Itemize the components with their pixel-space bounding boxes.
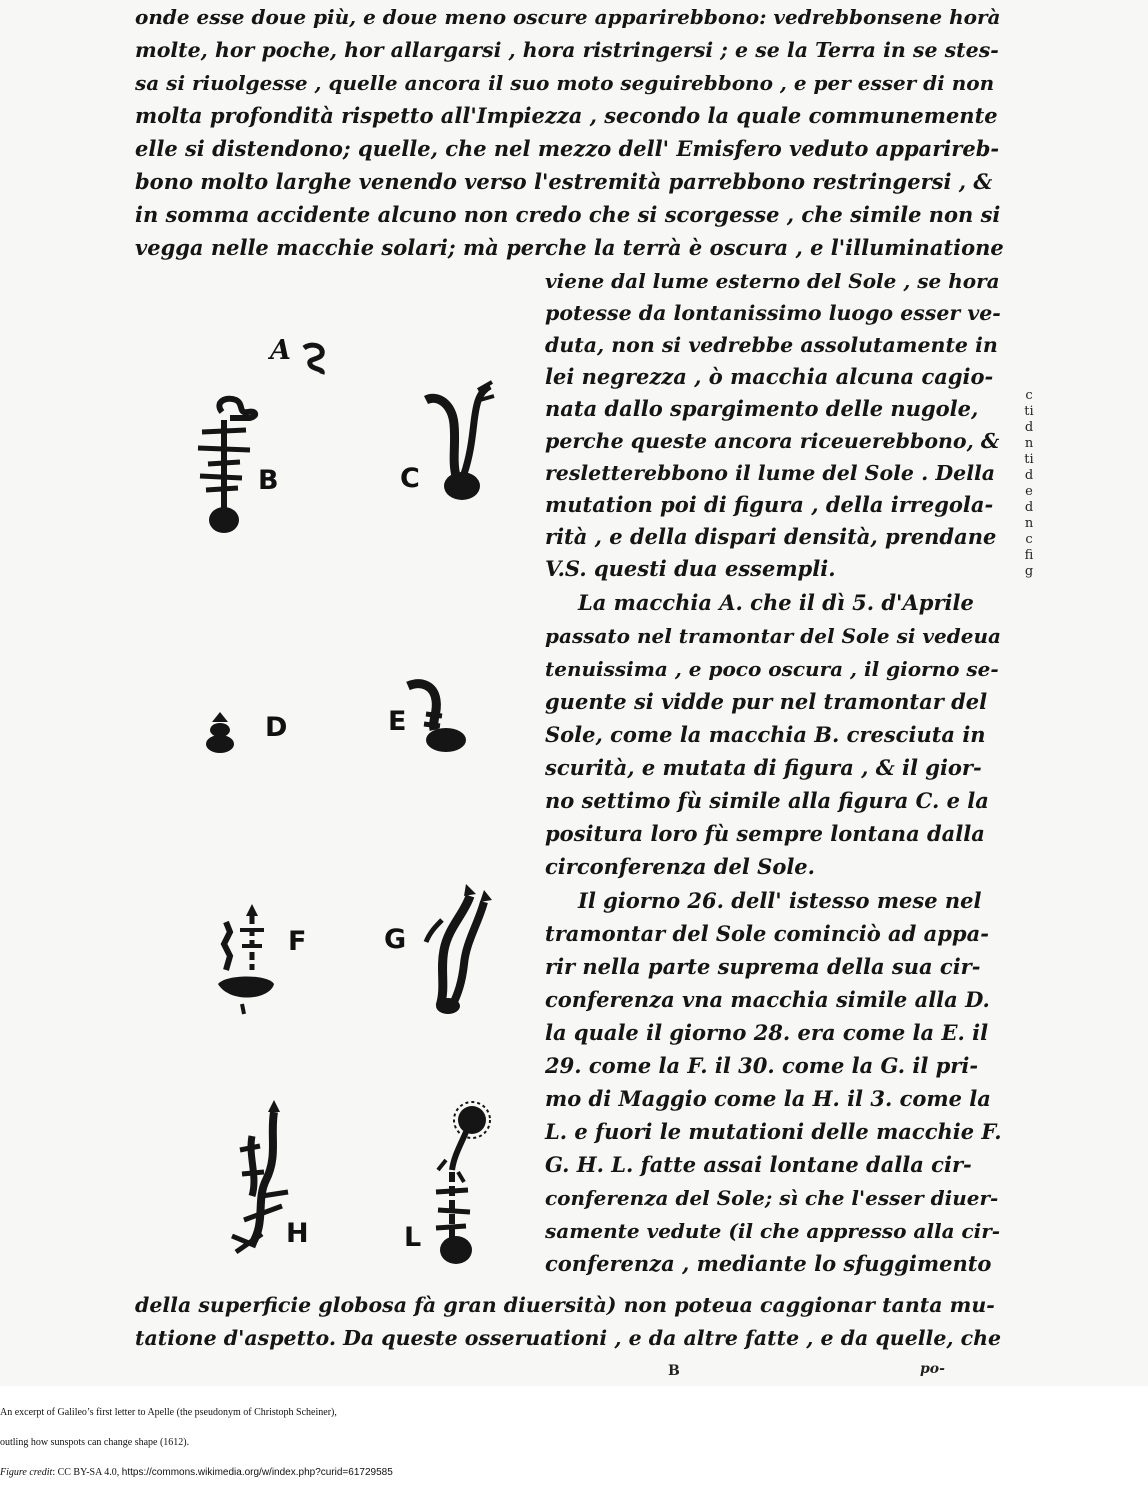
text-line: della superficie globosa fà gran diuersità) non poteua caggionar tanta mu- — [135, 1293, 995, 1317]
text-line: la quale il giorno 28. era come la E. il — [545, 1020, 989, 1045]
credit-url[interactable]: https://commons.wikimedia.org/w/index.php?curid=61729585 — [121, 1467, 393, 1478]
text-line: conferenza del Sole; sì che l'esser diuer- — [545, 1186, 999, 1210]
text-line: molte, hor poche, hor allargarsi , hora ristringersi ; e se la Terra in se stes- — [135, 38, 999, 62]
fragment-letter: fi — [1024, 548, 1034, 563]
text-line: tenuissima , e poco oscura , il giorno se- — [545, 657, 999, 681]
text-line: passato nel tramontar del Sole si vedeua — [545, 624, 1001, 648]
text-line: tramontar del Sole cominciò ad appa- — [545, 921, 989, 946]
text-line: scurità, e mutata di figura , & il gior- — [545, 755, 982, 780]
text-line: bono molto larghe venendo verso l'estremità parrebbono restringersi , & — [135, 169, 993, 194]
sunspot-f — [212, 900, 278, 1018]
fragment-letter: d — [1024, 468, 1034, 483]
figure-credit — [0, 1458, 1148, 1488]
figure-label-h: H — [286, 1218, 309, 1249]
text-line: onde esse doue più, e doue meno oscure apparirebbono: vedrebbonsene horà — [135, 5, 1001, 29]
text-line: conferenza , mediante lo sfuggimento — [545, 1251, 992, 1276]
fragment-letter: n — [1024, 436, 1034, 451]
fragment-letter: c — [1025, 532, 1033, 547]
text-line: La macchia A. che il dì 5. d'Aprile — [578, 590, 974, 615]
catchword: po- — [920, 1361, 945, 1377]
fragment-letter: d — [1024, 500, 1034, 515]
text-line: V.S. questi dua essempli. — [545, 556, 836, 581]
sunspot-g — [418, 880, 494, 1016]
text-line: resletterebbono il lume del Sole . Della — [545, 461, 996, 485]
text-line: conferenza vna macchia simile alla D. — [545, 987, 990, 1012]
text-line: rità , e della dispari densità, prendane — [545, 524, 997, 549]
text-line: circonferenza del Sole. — [545, 854, 815, 879]
sunspot-d — [202, 708, 238, 756]
text-line: samente vedute (il che appresso alla cir- — [545, 1219, 1001, 1243]
figure-caption — [0, 1398, 1148, 1488]
text-line: guente si vidde pur nel tramontar del — [545, 689, 988, 714]
fragment-letter: ti — [1024, 404, 1034, 419]
text-line: positura loro fù sempre lontana dalla — [545, 821, 985, 846]
caption-line: outling how sunspots can change shape (1612). — [0, 1437, 190, 1448]
text-line: potesse da lontanissimo luogo esser ve- — [545, 301, 1001, 325]
figure-label-c: C — [400, 463, 420, 494]
signature-mark: B — [668, 1363, 680, 1379]
sunspot-a — [298, 340, 332, 380]
figure-label-a: A — [270, 335, 291, 366]
figure-label-b: B — [258, 465, 279, 496]
text-line: lei negrezza , ò macchia alcuna cagio- — [545, 364, 994, 389]
text-line: Sole, come la macchia B. cresciuta in — [545, 722, 986, 747]
sunspot-e — [404, 676, 468, 756]
fragment-letter: ti — [1024, 452, 1034, 467]
fragment-letter: e — [1025, 484, 1033, 499]
sunspot-b — [192, 392, 262, 540]
sunspot-l — [424, 1100, 496, 1270]
text-line: vegga nelle macchie solari; mà perche la terrà è oscura , e l'illuminatione — [135, 235, 1004, 260]
figure-label-d: D — [265, 712, 288, 743]
text-line: Il giorno 26. dell' istesso mese nel — [578, 888, 982, 913]
fragment-letter: g — [1024, 564, 1034, 579]
text-line: viene dal lume esterno del Sole , se hora — [545, 269, 1000, 293]
text-line: sa si riuolgesse , quelle ancora il suo moto seguirebbono , e per esser di non — [135, 71, 995, 95]
text-line: mo di Maggio come la H. il 3. come la — [545, 1086, 991, 1111]
figure-label-f: F — [288, 926, 307, 957]
text-line: L. e fuori le mutationi delle macchie F. — [545, 1119, 1002, 1144]
margin-text-fragment — [1019, 388, 1039, 580]
text-line: rir nella parte suprema della sua cir- — [545, 954, 981, 979]
fragment-letter: d — [1024, 420, 1034, 435]
text-line: elle si distendono; quelle, che nel mezzo dell' Emisfero veduto apparireb- — [135, 136, 1000, 161]
text-line: no settimo fù simile alla figura C. e la — [545, 788, 989, 813]
text-line: duta, non si vedrebbe assolutamente in — [545, 333, 998, 357]
text-line: 29. come la F. il 30. come la G. il pri- — [545, 1053, 979, 1078]
figure-label-e: E — [388, 706, 407, 737]
text-line: molta profondità rispetto all'Impiezza , secondo la quale communemente — [135, 103, 998, 128]
caption-line: An excerpt of Galileo’s first letter to Apelle (the pseudonym of Christoph Scheiner), — [0, 1407, 337, 1418]
text-line: mutation poi di figura , della irregola- — [545, 492, 994, 517]
text-line: in somma accidente alcuno non credo che si scorgesse , che simile non si — [135, 202, 1001, 227]
fragment-letter: c — [1025, 388, 1033, 403]
text-line: G. H. L. fatte assai lontane dalla cir- — [545, 1152, 972, 1177]
credit-license: : CC BY-SA 4.0, — [52, 1467, 122, 1478]
sunspot-c — [418, 380, 498, 504]
text-line: perche queste ancora riceuerebbono, & — [545, 429, 1000, 453]
text-line: nata dallo spargimento delle nugole, — [545, 396, 979, 421]
text-line: tatione d'aspetto. Da queste osseruationi , e da altre fatte , e da quelle, che — [135, 1326, 1002, 1350]
figure-label-g: G — [384, 924, 407, 955]
credit-label: Figure credit — [0, 1467, 53, 1478]
fragment-letter: n — [1024, 516, 1034, 531]
figure-label-l: L — [404, 1222, 422, 1253]
